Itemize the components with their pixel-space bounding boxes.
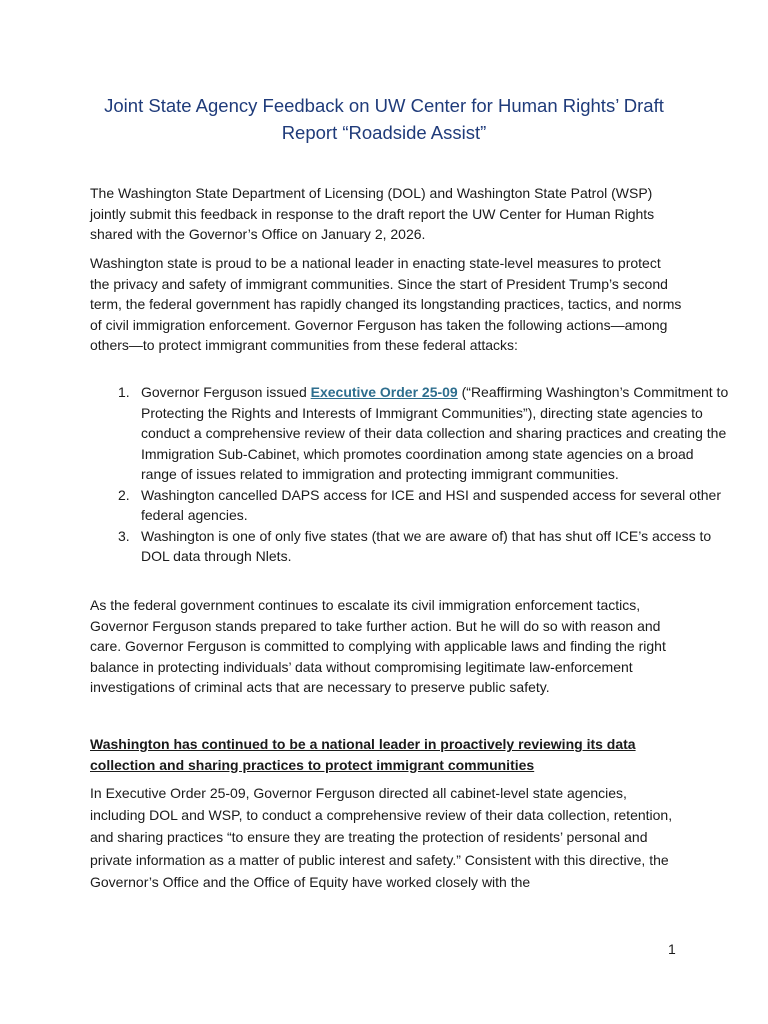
section-heading: Washington has continued to be a national leader in proactively reviewing its data collection and sharing practices to protect immigrant communities — [90, 736, 636, 773]
list-item — [118, 485, 733, 526]
list-item-prefix: Governor Ferguson issued — [141, 384, 311, 400]
list-item-number: 2. — [118, 486, 130, 503]
escalation-paragraph: As the federal government continues to escalate its civil immigration enforcement tactics, Governor Ferguson stands prepared to take further action. But he will do so with reason and care. Governor Ferguson is committed to complying with applicable laws and finding the right balance in protecting individuals’ data without compromising legitimate law-enforcement investigations of criminal acts that are necessary to preserve public safety. — [90, 597, 666, 695]
document-title: Joint State Agency Feedback on UW Center for Human Rights’ Draft Report “Roadside Assist” — [104, 95, 664, 143]
executive-order-paragraph: In Executive Order 25-09, Governor Ferguson directed all cabinet-level state agencies, including DOL and WSP, to conduct a comprehensive review of their data collection, retention, and sharing practices “to ensure they are treating the protection of residents’ personal and private information as a matter of public interest and safety.” Consistent with this directive, the Governor’s Office and the Office of Equity have worked closely with the — [90, 785, 673, 890]
actions-list — [90, 382, 733, 567]
context-paragraph: Washington state is proud to be a national leader in enacting state-level measures to protect the privacy and safety of immigrant communities. Since the start of President Trump’s second term, the federal government has rapidly changed its longstanding practices, tactics, and norms of civil immigration enforcement. Governor Ferguson has taken the following actions—among others—to protect immigrant communities from these federal attacks: — [90, 255, 682, 353]
list-item-suffix: (“Reaffirming Washington’s Commitment to Protecting the Rights and Interests of Immigrant Communities”), directing state agencies to conduct a comprehensive review of their data collection and sharing practices and creating the Immigration Sub-Cabinet, which promotes coordination among state agencies on a broad range of issues related to immigration and protecting immigrant communities. — [141, 384, 729, 482]
list-item-text: Washington cancelled DAPS access for ICE and HSI and suspended access for several other federal agencies. — [141, 486, 722, 523]
list-item-number: 1. — [118, 384, 130, 400]
intro-paragraph: The Washington State Department of Licensing (DOL) and Washington State Patrol (WSP) jointly submit this feedback in response to the draft report the UW Center for Human Rights shared with the Governor’s Office on January 2, 2026. — [90, 185, 655, 242]
page-number: 1 — [668, 941, 676, 957]
list-item — [118, 382, 733, 485]
executive-order-link[interactable]: Executive Order 25-09 — [310, 384, 458, 400]
list-item-text: Washington is one of only five states (that we are aware of) that has shut off ICE’s access to DOL data through Nlets. — [141, 527, 712, 564]
list-item — [118, 526, 733, 567]
list-item-number: 3. — [118, 527, 130, 544]
